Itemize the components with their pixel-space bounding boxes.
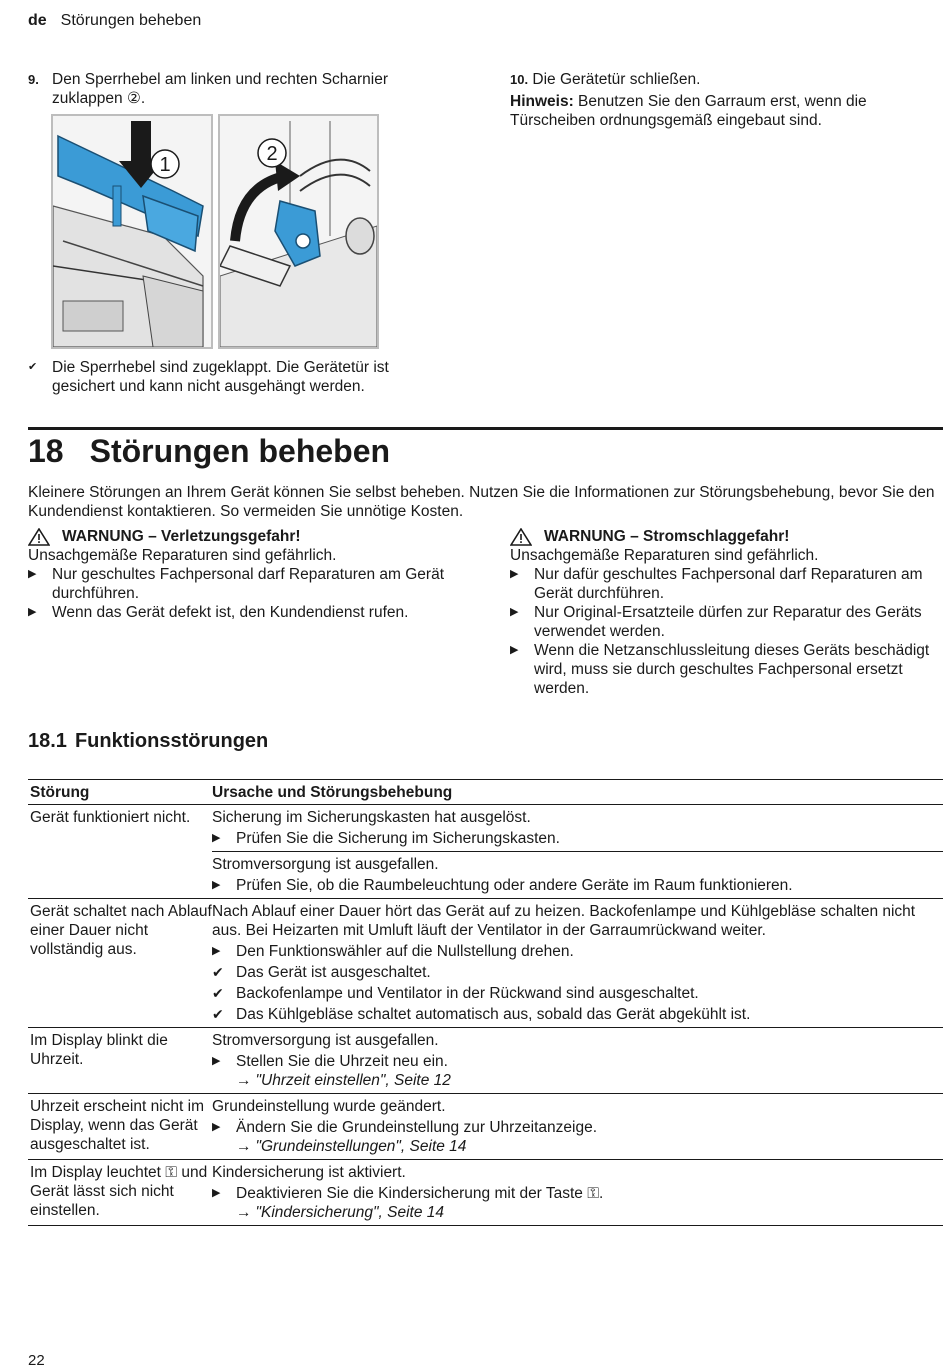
bullet-arrow-icon: ▶ <box>28 606 37 618</box>
step-number: 9. <box>28 72 39 87</box>
warning-text: Unsachgemäße Reparaturen sind gefährlich. <box>510 547 819 564</box>
warning-electric-shock <box>510 527 935 698</box>
result-text: Das Gerät ist ausgeschaltet. <box>236 964 431 981</box>
column-header-problem: Störung <box>30 783 90 801</box>
bullet-arrow-icon: ▶ <box>212 1055 221 1067</box>
table-row <box>28 1094 943 1160</box>
table-row <box>28 1028 943 1094</box>
note-text: Benutzen Sie den Garraum erst, wenn die Türscheiben ordnungsgemäß eingebaut sind. <box>510 93 867 129</box>
cause-block <box>212 851 943 898</box>
cause-block <box>212 899 943 1027</box>
figure-panel-2 <box>218 114 379 349</box>
reference-text: "Grundeinstellungen", Seite 14 <box>255 1138 467 1155</box>
problem-cell: Gerät funktioniert nicht. <box>30 809 191 826</box>
checkmark-icon: ✔ <box>212 985 224 1001</box>
step-text: Den Sperrhebel am linken und rechten Scharnier zuklappen ②. <box>52 71 389 107</box>
section-number: 18 <box>28 433 64 469</box>
cause-text: Nach Ablauf einer Dauer hört das Gerät auf zu heizen. Backofenlampe und Kühlgebläse schalten nicht aus. Bei Heizarten mit Umluft läuft der Ventilator in der Garraumrückwand weiter. <box>212 903 916 939</box>
problem-cell: Uhrzeit erscheint nicht im Display, wenn das Gerät ausgeschaltet ist. <box>30 1098 205 1153</box>
problem-cell: Gerät schaltet nach Ablauf einer Dauer nicht vollständig aus. <box>30 903 212 958</box>
header-title: Störungen beheben <box>60 12 202 29</box>
warning-injury <box>28 527 468 622</box>
page-reference-link[interactable] <box>212 1203 943 1222</box>
section-heading <box>28 432 390 470</box>
checkmark-icon: ✔ <box>212 964 224 980</box>
bullet-arrow-icon: ▶ <box>28 568 37 580</box>
step-9 <box>28 70 448 108</box>
cause-text: Grundeinstellung wurde geändert. <box>212 1098 446 1115</box>
language-code: de <box>28 12 47 29</box>
figure-label-1: 1 <box>159 154 171 176</box>
hinge-lever-illustration-2 <box>220 116 377 347</box>
section-title: Störungen beheben <box>89 433 391 469</box>
action-text: Den Funktionswähler auf die Nullstellung drehen. <box>236 943 574 960</box>
subsection-heading <box>28 729 268 753</box>
page-header <box>28 11 201 30</box>
column-header-cause: Ursache und Störungsbehebung <box>212 783 453 801</box>
bullet-arrow-icon: ▶ <box>212 1187 221 1199</box>
page-reference-link[interactable] <box>212 1137 943 1156</box>
arrow-right-icon: → <box>236 1204 252 1221</box>
action-text: Deaktivieren Sie die Kindersicherung mit der Taste ⚿. <box>236 1185 604 1202</box>
warning-icon <box>510 528 532 546</box>
table-row <box>28 899 943 1028</box>
cause-block <box>212 805 943 851</box>
section-intro: Kleinere Störungen an Ihrem Gerät können Sie selbst beheben. Nutzen Sie die Informationen zur Störungsbehebung, bevor Sie den Kundendienst kontaktieren. So vermeiden Sie unnötige Kosten. <box>28 484 935 520</box>
step-10 <box>510 70 930 130</box>
result-text: Das Kühlgebläse schaltet automatisch aus, sobald das Gerät abgekühlt ist. <box>236 1006 751 1023</box>
action-text: Stellen Sie die Uhrzeit neu ein. <box>236 1053 448 1070</box>
warning-title: WARNUNG – Stromschlaggefahr! <box>544 528 790 545</box>
page-number: 22 <box>28 1352 45 1369</box>
bullet-arrow-icon: ▶ <box>510 606 519 618</box>
checkmark-icon: ✔ <box>28 361 38 373</box>
figure-label-2: 2 <box>266 143 278 165</box>
step-text: Die Gerätetür schließen. <box>532 71 701 88</box>
step-number: 10. <box>510 72 529 87</box>
table-row <box>28 1160 943 1226</box>
warning-title: WARNUNG – Verletzungsgefahr! <box>62 528 301 545</box>
table-row <box>28 805 943 899</box>
page-reference-link[interactable] <box>212 1071 943 1090</box>
cause-text: Kindersicherung ist aktiviert. <box>212 1164 406 1181</box>
bullet-arrow-icon: ▶ <box>212 1121 221 1133</box>
cause-block <box>212 1094 943 1159</box>
reference-text: "Uhrzeit einstellen", Seite 12 <box>255 1072 451 1089</box>
bullet-arrow-icon: ▶ <box>510 644 519 656</box>
note <box>510 92 930 130</box>
troubleshooting-table <box>28 779 943 1226</box>
result-text: Die Sperrhebel sind zugeklappt. Die Gerätetür ist gesichert und kann nicht ausgehängt werden. <box>52 359 389 395</box>
result-text: Backofenlampe und Ventilator in der Rückwand sind ausgeschaltet. <box>236 985 699 1002</box>
action-text: Prüfen Sie, ob die Raumbeleuchtung oder andere Geräte im Raum funktionieren. <box>236 877 793 894</box>
action-text: Prüfen Sie die Sicherung im Sicherungskasten. <box>236 830 560 847</box>
warning-item: Nur Original-Ersatzteile dürfen zur Reparatur des Geräts verwendet werden. <box>534 604 922 640</box>
warning-text: Unsachgemäße Reparaturen sind gefährlich. <box>28 547 337 564</box>
figure-panel-1 <box>51 114 213 349</box>
action-text: Ändern Sie die Grundeinstellung zur Uhrzeitanzeige. <box>236 1119 598 1136</box>
problem-cell: Im Display blinkt die Uhrzeit. <box>30 1032 168 1068</box>
bullet-arrow-icon: ▶ <box>212 945 221 957</box>
warning-item: Nur dafür geschultes Fachpersonal darf Reparaturen am Gerät durchführen. <box>534 566 923 602</box>
checkmark-icon: ✔ <box>212 1006 224 1022</box>
section-rule <box>28 427 943 430</box>
arrow-right-icon: → <box>236 1072 252 1089</box>
arrow-right-icon: → <box>236 1138 252 1155</box>
bullet-arrow-icon: ▶ <box>212 832 221 844</box>
bullet-arrow-icon: ▶ <box>510 568 519 580</box>
cause-text: Stromversorgung ist ausgefallen. <box>212 856 439 873</box>
problem-cell: Im Display leuchtet ⚿ und Gerät lässt sich nicht einstellen. <box>30 1164 208 1219</box>
cause-text: Sicherung im Sicherungskasten hat ausgelöst. <box>212 809 531 826</box>
table-header <box>28 779 943 805</box>
warning-item: Nur geschultes Fachpersonal darf Reparaturen am Gerät durchführen. <box>52 566 445 602</box>
cause-text: Stromversorgung ist ausgefallen. <box>212 1032 439 1049</box>
bullet-arrow-icon: ▶ <box>212 879 221 891</box>
reference-text: "Kindersicherung", Seite 14 <box>255 1204 445 1221</box>
cause-block <box>212 1160 943 1225</box>
hinge-lever-illustration-1 <box>53 116 211 347</box>
subsection-title: Funktionsstörungen <box>74 730 269 752</box>
note-label: Hinweis: <box>510 93 574 110</box>
step-9-result <box>28 358 448 396</box>
warning-item: Wenn die Netzanschlussleitung dieses Geräts beschädigt wird, muss sie durch geschultes Fachpersonal ersetzt werden. <box>534 642 930 697</box>
warning-icon <box>28 528 50 546</box>
subsection-number: 18.1 <box>28 730 67 752</box>
warning-item: Wenn das Gerät defekt ist, den Kundendienst rufen. <box>52 604 409 621</box>
cause-block <box>212 1028 943 1093</box>
